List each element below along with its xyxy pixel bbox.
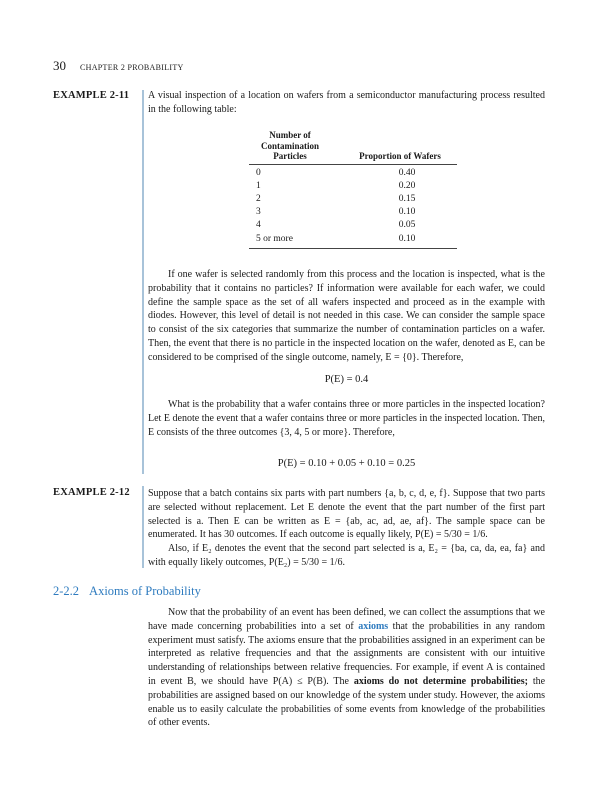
cell-proportion: 0.40: [398, 167, 416, 178]
example-label-2-12: EXAMPLE 2-12: [53, 487, 130, 498]
section-body: [148, 606, 545, 730]
example-bar-2-11: [142, 90, 144, 474]
table-row: [249, 206, 457, 219]
cell-proportion: 0.10: [398, 207, 416, 218]
axioms-term: axioms: [358, 620, 389, 632]
axioms-bold-statement: axioms do not determine probabilities;: [353, 675, 528, 687]
section-heading: [53, 584, 201, 599]
example-2-11-para2: [148, 398, 545, 439]
running-header: [53, 57, 184, 73]
col-header-proportion: Proportion of Wafers: [359, 151, 441, 161]
equation-1: P(E) = 0.4: [324, 374, 369, 385]
cell-particles: 1: [256, 180, 261, 191]
table-row: [249, 193, 457, 206]
cell-proportion: 0.10: [398, 233, 416, 244]
cell-proportion: 0.15: [398, 193, 416, 204]
body-text-a: Now that the probability of an event has been defined, we can collect the assumptions that we have made concerning probabilities into a set of: [148, 607, 545, 632]
ex12-para1: Suppose that a batch contains six parts with part numbers {a, b, c, d, e, f}. Suppose that two parts are selected without replacement. Let E denote the event that the part number of the first part selected is a. Then E can be written as E = {ab, ac, ad, ae, af}. The sample space can be enumerated. It has 30 outcomes. If each outcome is equally likely, P(E) = 5/30 = 1/6.: [148, 488, 545, 541]
cell-proportion: 0.05: [398, 220, 416, 231]
example-label-2-11: EXAMPLE 2-11: [53, 90, 130, 101]
page-number: 30: [53, 58, 66, 73]
body-text-b: that the probabilities in any random experiment must satisfy. The axioms ensure that the probabilities assigned in an experiment can be interpreted as relative frequencies and that the assignments are consistent with our intuitive understanding of relationships between relative frequencies. For example, if event A is contained in event B, we should have P(A) ≤ P(B). The: [148, 620, 546, 687]
cell-particles: 0: [256, 167, 261, 178]
table-row: [249, 164, 457, 180]
table-row: [249, 233, 457, 249]
body-text-c: the probabilities are assigned based on our knowledge of the system under study. However, the axioms enable us to easily calculate the probabilities of some events from knowledge of the probabilities of other events.: [148, 675, 546, 729]
section-number: 2-2.2: [53, 584, 80, 598]
cell-particles: 4: [256, 220, 261, 231]
table-row: [249, 180, 457, 193]
ex12-para2: Also, if E₂ denotes the event that the second part selected is a, E₂ = {ba, ca, da, ea, fa} and with equally likely outcomes, P(E₂) = 5/30 = 1/6.: [148, 543, 545, 568]
col-header-particles: Number of Contamination Particles: [260, 130, 319, 161]
contamination-table: [249, 130, 457, 249]
table-row: [249, 219, 457, 232]
example-2-11-para1: [148, 268, 545, 365]
section-paragraph: [148, 606, 545, 730]
section-title: Axioms of Probability: [89, 584, 201, 598]
cell-particles: 3: [256, 207, 261, 218]
example-2-11-intro: [148, 89, 545, 117]
equation-2: P(E) = 0.10 + 0.05 + 0.10 = 0.25: [277, 458, 416, 469]
cell-particles: 2: [256, 193, 261, 204]
para2-text: What is the probability that a wafer contains three or more particles in the inspected location? Let E denote the event that a wafer contains three or more particles in the inspected location. Then, E consists of the three outcomes {3, 4, 5 or more}. Therefore,: [148, 399, 545, 438]
example-2-12-text: [148, 487, 545, 570]
intro-text: A visual inspection of a location on wafers from a semiconductor manufacturing process resulted in the following table:: [148, 90, 545, 115]
example-bar-2-12: [142, 486, 144, 568]
cell-particles: 5 or more: [256, 233, 293, 244]
chapter-title: CHAPTER 2 PROBABILITY: [80, 63, 184, 72]
cell-proportion: 0.20: [398, 180, 416, 191]
para1-text: If one wafer is selected randomly from this process and the location is inspected, what is the probability that it contains no particles? If information were available for each wafer, we could define the sample space as the set of all wafers inspected and proceed as in the example with diodes. However, this level of detail is not needed in this case. We can consider the sample space to consist of the six categories that summarize the number of contamination particles on a wafer. Then, the event that there is no particle in the inspected location on the wafer, denoted as E, can be considered to be comprised of the single outcome, namely, E = {0}. Therefore,: [148, 269, 545, 363]
